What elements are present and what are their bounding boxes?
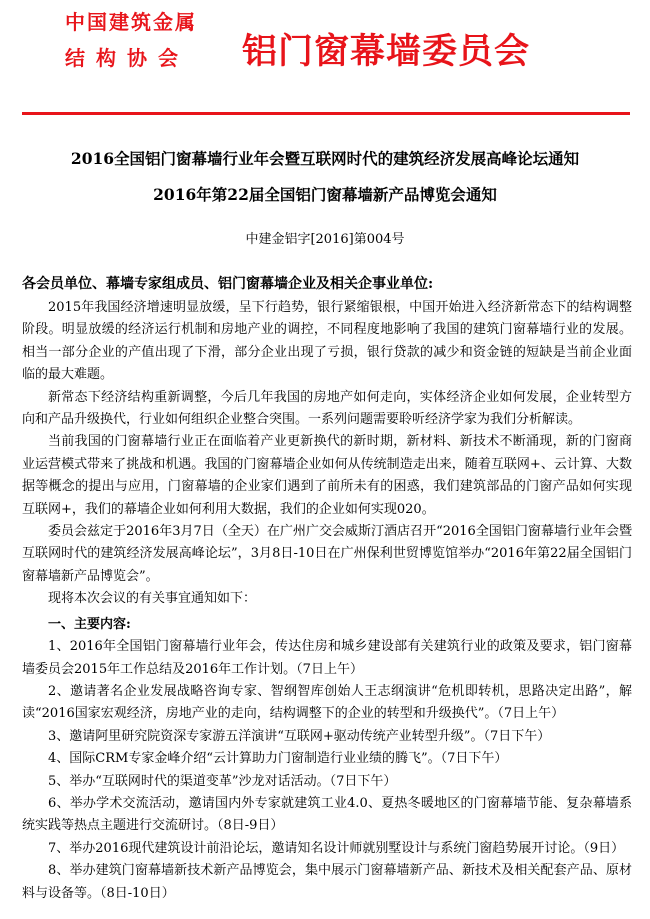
list-item: 5、举办“互联网时代的渠道变革”沙龙对话活动。（7日下午）: [48, 773, 397, 789]
letterhead: [0, 0, 650, 118]
section-heading: 一、主要内容:: [48, 616, 131, 632]
organization-name-line2: 结构协会: [65, 46, 189, 70]
organization-name-line1: 中国建筑金属: [65, 10, 197, 34]
paragraph: 委员会兹定于2016年3月7日（全天）在广州广交会威斯汀酒店召开“2016全国铝门窗幕墙行业年会暨互联网时代的建筑经济发展高峰论坛”，3月8日-10日在广州保利世贸博览馆举办“2016年第22届全国铝门窗幕墙新产品博览会”。: [22, 524, 632, 584]
list-item: 1、2016年全国铝门窗幕墙行业年会，传达住房和城乡建设部有关建筑行业的政策及要求，铝门窗幕墙委员会2015年工作总结及2016年工作计划。（7日上午）: [22, 639, 632, 677]
paragraph: 新常态下经济结构重新调整，今后几年我国的房地产如何走向，实体经济企业如何发展，企业转型方向和产品升级换代，行业如何组织企业整合突围。一系列问题需要聆听经济学家为我们分析解读。: [22, 389, 632, 428]
list-item: 7、举办2016现代建筑设计前沿论坛，邀请知名设计师就别墅设计与系统门窗趋势展开讨论。（9日）: [48, 840, 625, 856]
notice-title-line2: 2016年第22届全国铝门窗幕墙新产品博览会通知: [153, 185, 497, 204]
list-item: 4、国际CRM专家金峰介绍“云计算助力门窗制造行业业绩的腾飞”。（7日下午）: [48, 751, 508, 767]
committee-name: 铝门窗幕墙委员会: [242, 31, 531, 72]
list-item: 6、举办学术交流活动，邀请国内外专家就建筑工业4.0、夏热冬暖地区的门窗幕墙节能、复杂幕墙系统实践等热点主题进行交流研讨。（8日-9日）: [22, 795, 632, 834]
list-item: 3、邀请阿里研究院资深专家游五洋演讲“互联网+驱动传统产业转型升级”。（7日下午）: [48, 728, 551, 744]
paragraph: 现将本次会议的有关事宜通知如下：: [48, 591, 257, 607]
list-item: 8、举办建筑门窗幕墙新技术新产品博览会，集中展示门窗幕墙新产品、新技术及相关配套产品、原材料与设备等。（8日-10日）: [22, 863, 632, 901]
document-body: [22, 297, 632, 905]
document-number: 中建金铝字[2016]第004号: [245, 232, 405, 247]
list-item: 2、邀请著名企业发展战略咨询专家、智纲智库创始人王志纲演讲“危机即转机，思路决定出路”，解读“2016国家宏观经济，房地产业的走向，结构调整下的企业的转型和升级换代”。（7日上午）: [22, 683, 632, 722]
paragraph: 当前我国的门窗幕墙行业正在面临着产业更新换代的新时期，新材料、新技术不断涌现，新的门窗商业运营模式带来了挑战和机遇。我国的门窗幕墙企业如何从传统制造走出来，随着互联网+、云计算、大数据等概念的提出与应用，门窗幕墙的企业家们遇到了前所未有的困惑，我们建筑部品的门窗产品如何实现互联网+，我们的幕墙企业如何利用大数据，我们的企业如何实现020。: [22, 434, 632, 517]
salutation: 各会员单位、幕墙专家组成员、铝门窗幕墙企业及相关企事业单位:: [22, 276, 434, 292]
letterhead-divider: [22, 112, 630, 115]
notice-title-line1: 2016全国铝门窗幕墙行业年会暨互联网时代的建筑经济发展高峰论坛通知: [70, 149, 580, 168]
paragraph: 2015年我国经济增速明显放缓，呈下行趋势，银行紧缩银根，中国开始进入经济新常态下的结构调整阶段。明显放缓的经济运行机制和房地产业的调控，不同程度地影响了我国的建筑门窗幕墙行业的发展。相当一部分企业的产值出现了下滑，部分企业出现了亏损，银行贷款的减少和资金链的短缺是当前企业面临的最大难题。: [22, 300, 632, 383]
